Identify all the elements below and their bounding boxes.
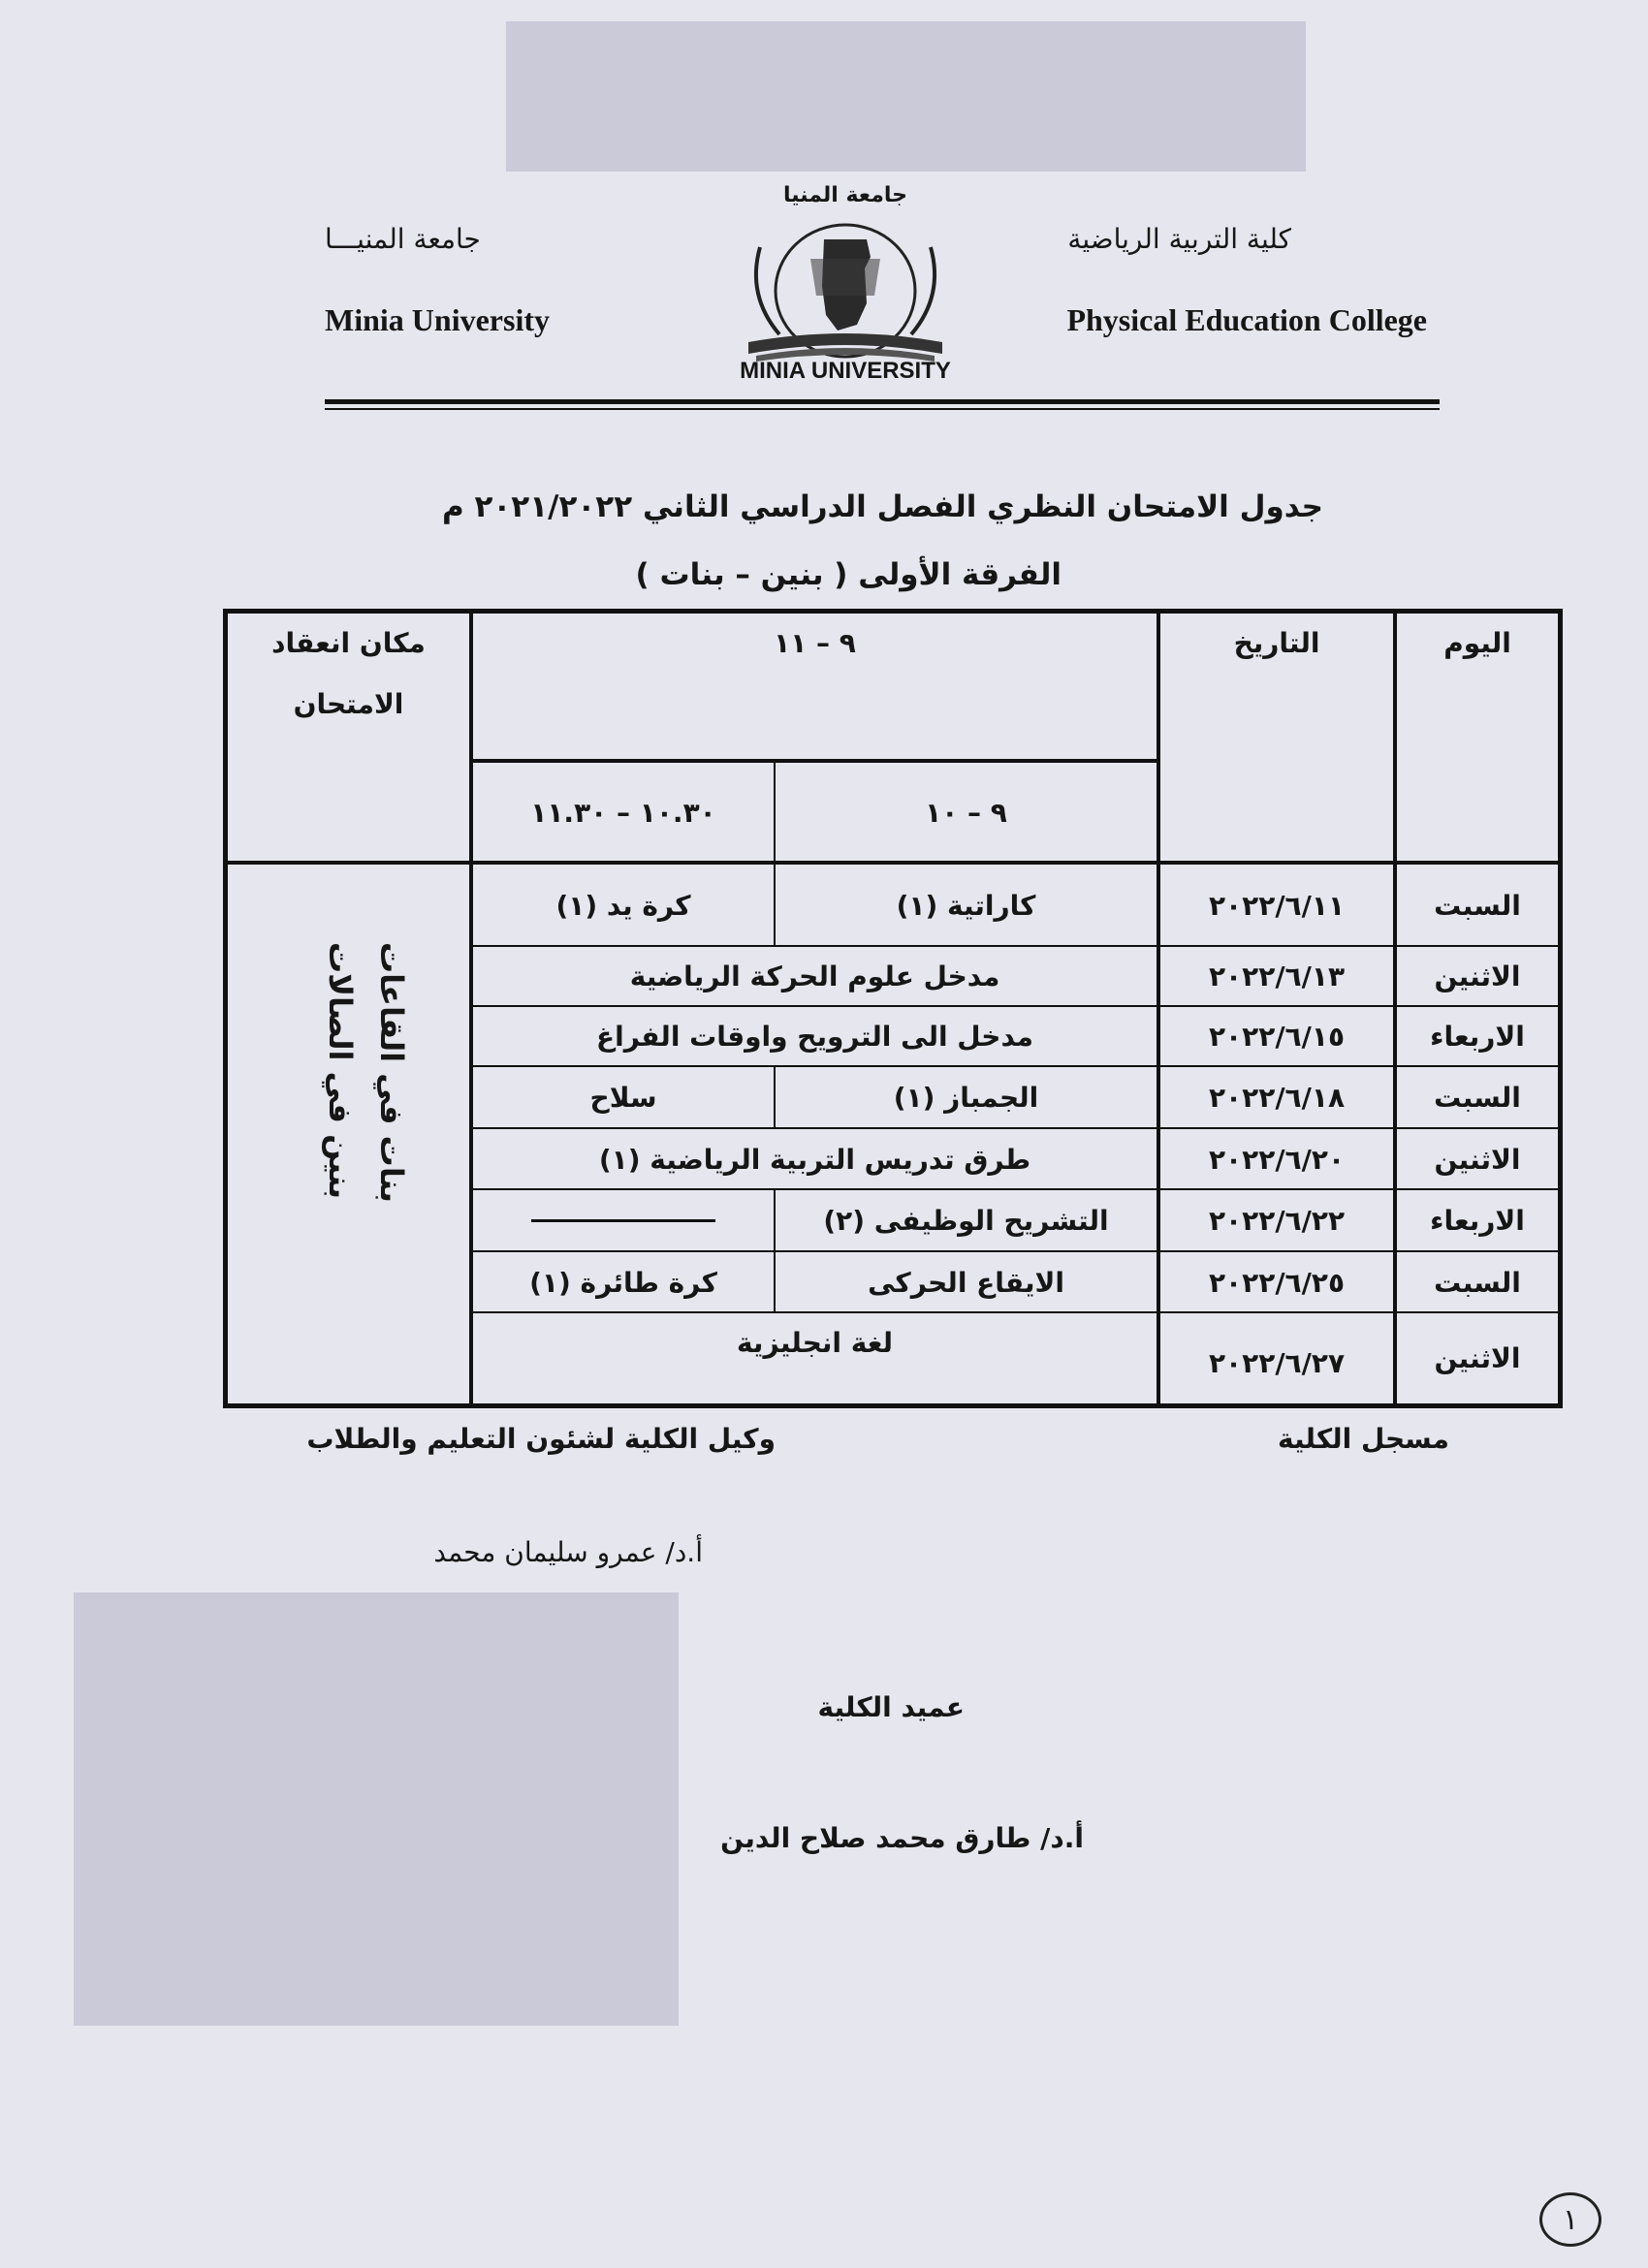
row-date: ٢٠٢٢/٦/٢٠ bbox=[1208, 1143, 1346, 1176]
redacted-header-block bbox=[506, 21, 1306, 172]
row-slot-1: الجمباز (١) bbox=[893, 1082, 1039, 1114]
header-slot-1: ٩ – ١٠ bbox=[925, 796, 1007, 829]
row-slot-2: كرة يد (١) bbox=[555, 889, 691, 922]
table-border-bottom bbox=[223, 1403, 1563, 1408]
row-day: الاربعاء bbox=[1430, 1021, 1525, 1053]
logo-arabic-text: جامعة المنيا bbox=[783, 183, 907, 207]
redacted-stamp-block bbox=[74, 1592, 679, 2026]
university-name-en: Minia University bbox=[325, 302, 550, 337]
row-slot-1: الايقاع الحركى bbox=[868, 1266, 1064, 1299]
page-number bbox=[1539, 2192, 1601, 2247]
header-date: التاريخ bbox=[1233, 626, 1320, 659]
dean-title: عميد الكلية bbox=[817, 1691, 965, 1723]
row-slot-1: كاراتية (١) bbox=[896, 889, 1036, 922]
row-date: ٢٠٢٢/٦/٢٢ bbox=[1208, 1205, 1346, 1237]
header-slot-2: ١٠.٣٠ – ١١.٣٠ bbox=[530, 796, 716, 829]
row-subject: لغة انجليزية bbox=[736, 1326, 894, 1359]
vice-dean-name: أ.د/ عمرو سليمان محمد bbox=[433, 1536, 703, 1568]
blank-dash-line bbox=[531, 1219, 715, 1222]
exam-schedule-table bbox=[223, 609, 1563, 1408]
row-subject: مدخل الى الترويح واوقات الفراغ bbox=[596, 1021, 1033, 1053]
row-day: الاربعاء bbox=[1430, 1205, 1525, 1237]
college-name-ar: كلية التربية الرياضية bbox=[1067, 223, 1291, 255]
location-girls: بنات في القاعات bbox=[373, 942, 410, 1203]
row-subject: طرق تدريس التربية الرياضية (١) bbox=[598, 1143, 1031, 1176]
location-cell bbox=[228, 865, 469, 1403]
logo-english-text: MINIA UNIVERSITY bbox=[740, 358, 951, 384]
location-boys: بنين في الصالات bbox=[322, 942, 359, 1200]
row-date: ٢٠٢٢/٦/١٣ bbox=[1208, 961, 1346, 992]
header-rule-thick bbox=[325, 399, 1440, 404]
row-day: الاثنين bbox=[1434, 1143, 1521, 1176]
row-slot-2-blank-dash bbox=[473, 1190, 774, 1251]
page-subtitle: الفرقة الأولى ( بنين – بنات ) bbox=[635, 557, 1062, 592]
page-number-text: ١ bbox=[1562, 2202, 1579, 2237]
college-name-en: Physical Education College bbox=[1066, 302, 1427, 337]
row-day: السبت bbox=[1434, 1266, 1521, 1299]
row-slot-2: كرة طائرة (١) bbox=[529, 1266, 717, 1299]
row-date: ٢٠٢٢/٦/١٨ bbox=[1208, 1082, 1346, 1114]
university-name-ar: جامعة المنيـــا bbox=[325, 223, 481, 255]
row-date: ٢٠٢٢/٦/١١ bbox=[1208, 889, 1346, 922]
header-rule-thin bbox=[325, 408, 1440, 410]
row-day: الاثنين bbox=[1434, 961, 1521, 992]
row-date: ٢٠٢٢/٦/٢٥ bbox=[1208, 1266, 1346, 1299]
vice-dean-title: وكيل الكلية لشئون التعليم والطلاب bbox=[306, 1423, 776, 1455]
row-day: السبت bbox=[1434, 889, 1521, 922]
row-day: الاثنين bbox=[1434, 1342, 1521, 1374]
row-date: ٢٠٢٢/٦/٢٧ bbox=[1208, 1347, 1346, 1379]
row-day: السبت bbox=[1434, 1082, 1521, 1114]
university-logo bbox=[729, 179, 962, 393]
row-date: ٢٠٢٢/٦/١٥ bbox=[1208, 1021, 1346, 1053]
row-slot-2: سلاح bbox=[589, 1082, 657, 1114]
row-slot-1: التشريح الوظيفى (٢) bbox=[823, 1205, 1109, 1237]
time-subheader-line bbox=[471, 759, 1158, 763]
registrar-title: مسجل الكلية bbox=[1278, 1423, 1449, 1455]
page-title: جدول الامتحان النظري الفصل الدراسي الثاني ٢٠٢١/٢٠٢٢ م bbox=[441, 489, 1323, 524]
table-border-right bbox=[1558, 609, 1563, 1408]
dean-name: أ.د/ طارق محمد صلاح الدين bbox=[720, 1822, 1084, 1854]
header-location-line2: الامتحان bbox=[293, 687, 404, 720]
row-subject: مدخل علوم الحركة الرياضية bbox=[629, 961, 1000, 992]
header-location-line1: مكان انعقاد bbox=[271, 626, 426, 659]
table-border-top bbox=[223, 609, 1563, 614]
header-day: اليوم bbox=[1443, 626, 1511, 659]
header-time-main: ٩ – ١١ bbox=[774, 626, 856, 659]
